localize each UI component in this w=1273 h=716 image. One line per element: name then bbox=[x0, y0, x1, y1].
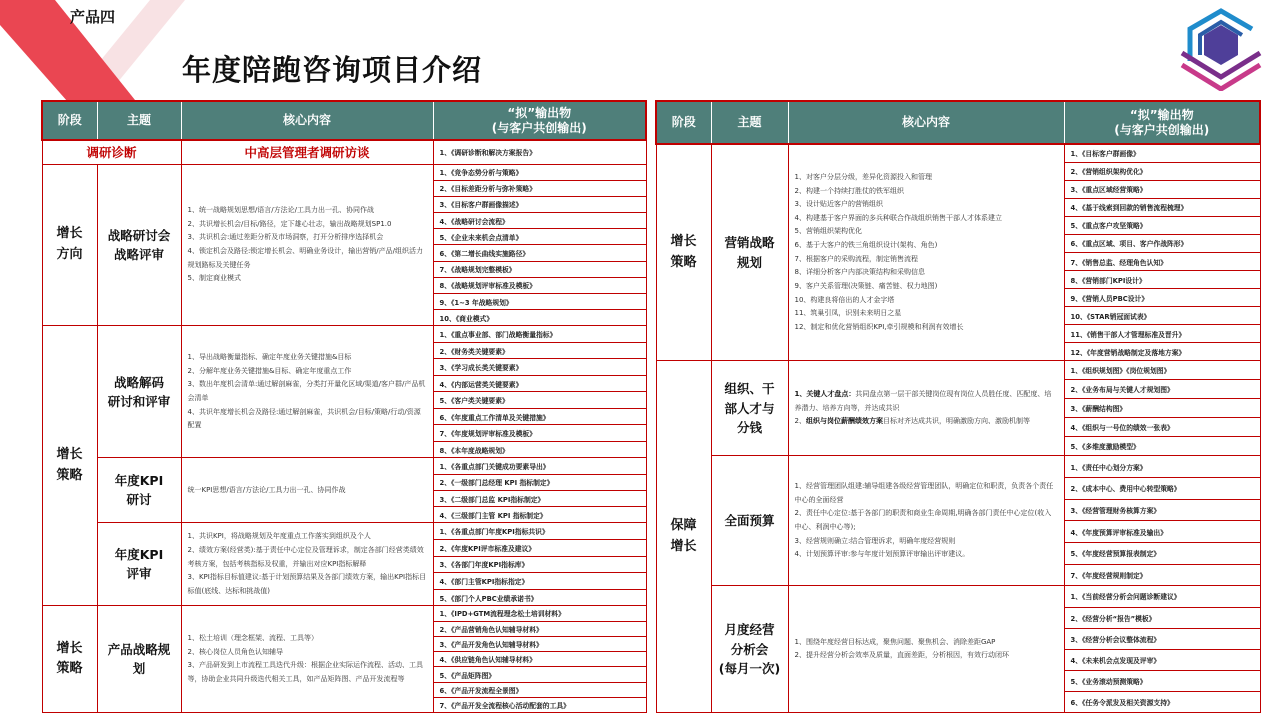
output-item: 1、《各重点部门关键成功要素导出》 bbox=[433, 458, 646, 474]
content-cell bbox=[181, 164, 433, 326]
output-item: 5、《年度经营预算报表制定》 bbox=[1064, 543, 1260, 565]
output-item: 4、《内部运营类关键要素》 bbox=[433, 375, 646, 392]
content-item: 1、对客户分层分级，差异化资源投入和管理 bbox=[794, 172, 932, 181]
table-row bbox=[42, 164, 646, 180]
content-item: 7、根据客户的采购流程，制定销售流程 bbox=[794, 254, 918, 263]
content-item: 10、构建良将倍出的人才金字塔 bbox=[794, 295, 895, 304]
table-row bbox=[656, 144, 1260, 162]
output-item: 4、《供应链角色认知辅导材料》 bbox=[433, 652, 646, 667]
output-item: 4、《部门主管KPI指标指定》 bbox=[433, 573, 646, 590]
output-item: 3、《学习成长类关键要素》 bbox=[433, 359, 646, 376]
output-item: 1、《当前经营分析会问题诊断建议》 bbox=[1064, 586, 1260, 607]
col-content: 核心内容 bbox=[181, 101, 433, 140]
topic-cell: 全面预算 bbox=[711, 456, 788, 586]
content-item: 统一KPI思想/语言/方法论/工具力出一孔、协同作战 bbox=[187, 485, 346, 494]
output-item: 6、《任务令派发及相关资源支持》 bbox=[1064, 692, 1260, 713]
output-item: 7、《产品开发全流程核心活动配套的工具》 bbox=[433, 698, 646, 713]
content-cell bbox=[788, 361, 1064, 456]
content-item: 2、构建一个持续打胜仗的铁军组织 bbox=[794, 186, 904, 195]
content-cell bbox=[788, 144, 1064, 361]
research-row bbox=[42, 140, 646, 164]
content-item: 1、导出战略衡量指标、确定年度业务关键措施&目标 bbox=[187, 352, 352, 361]
topic-cell: 战略研讨会 战略评审 bbox=[97, 164, 181, 326]
output-item: 3、《经营管理财务核算方案》 bbox=[1064, 499, 1260, 521]
content-item: 4、共识年度增长机会及路径:通过解剖麻雀，共识机会/目标/策略/行动/资源配置 bbox=[187, 407, 421, 430]
topic-cell: 战略解码 研讨和评审 bbox=[97, 326, 181, 458]
col-topic: 主题 bbox=[97, 101, 181, 140]
output-item: 5、《产品矩阵图》 bbox=[433, 667, 646, 682]
content-item: 5、制定商业模式 bbox=[187, 274, 241, 283]
stage-cell: 增长 策略 bbox=[42, 606, 97, 713]
content-item: 1、围绕年度经营目标达成，聚焦问题、聚焦机会、消除差距GAP bbox=[794, 637, 996, 646]
stage-cell: 增长 方向 bbox=[42, 164, 97, 326]
content-text: 共同盘点第一层干部关键岗位现有岗位人员胜任度、匹配度、培养潜力、培养方向等，并达成共识 bbox=[794, 389, 1052, 412]
output-item: 8、《战略规划评审标准及模板》 bbox=[433, 277, 646, 293]
output-item: 2、《一级部门总经理 KPI 指标制定》 bbox=[433, 474, 646, 490]
content-item: 11、筑巢引凤，识别未来明日之星 bbox=[794, 309, 902, 318]
research-stage: 调研诊断 bbox=[42, 140, 181, 164]
content-cell bbox=[181, 523, 433, 606]
content-item: 6、基于大客户的铁三角组织设计(架构、角色) bbox=[794, 241, 938, 250]
output-item: 1、《竞争态势分析与策略》 bbox=[433, 164, 646, 180]
output-item: 11、《销售干部人才管理标准及晋升》 bbox=[1064, 325, 1260, 343]
output-item: 5、《重点客户攻坚策略》 bbox=[1064, 216, 1260, 234]
col-stage: 阶段 bbox=[656, 101, 711, 144]
output-item: 5、《部门个人PBC业绩承诺书》 bbox=[433, 589, 646, 606]
output-item: 3、《经营分析会议整体流程》 bbox=[1064, 628, 1260, 649]
output-item: 3、《目标客户群画像描述》 bbox=[433, 196, 646, 212]
research-topic: 中高层管理者调研访谈 bbox=[181, 140, 433, 164]
output-item: 7、《年度经营规则制定》 bbox=[1064, 564, 1260, 586]
content-bold: 1、关键人才盘点： bbox=[794, 389, 856, 398]
output-item: 2、《成本中心、费用中心转型策略》 bbox=[1064, 478, 1260, 500]
table-row bbox=[42, 458, 646, 474]
table-row bbox=[42, 326, 646, 343]
topic-cell: 产品战略规 划 bbox=[97, 606, 181, 713]
col-stage: 阶段 bbox=[42, 101, 97, 140]
output-item: 1、《目标客户群画像》 bbox=[1064, 144, 1260, 162]
content-prefix: 2、 bbox=[794, 417, 806, 426]
topic-cell: 营销战略 规划 bbox=[711, 144, 788, 361]
output-item: 5、《业务滚动预测策略》 bbox=[1064, 671, 1260, 692]
content-item: 1、共识KPI，将战略规划及年度重点工作落实到组织及个人 bbox=[187, 532, 371, 541]
output-item: 10、《商业模式》 bbox=[433, 310, 646, 326]
content-item: 9、客户关系管理(决策链、痛苦链、权力地图) bbox=[794, 282, 938, 290]
output-item: 12、《年度营销战略制定及落地方案》 bbox=[1064, 343, 1260, 361]
stage-cell: 增长 策略 bbox=[42, 326, 97, 606]
output-item: 7、《年度规划评审标准及模板》 bbox=[433, 425, 646, 442]
page-title: 年度陪跑咨询项目介绍 bbox=[182, 53, 483, 87]
content-item bbox=[795, 388, 1058, 415]
content-item bbox=[795, 415, 1058, 429]
output-item: 4、《三级部门主管 KPI 指标制定》 bbox=[433, 507, 646, 523]
content-cell bbox=[788, 586, 1064, 713]
output-item: 3、《薪酬结构图》 bbox=[1064, 399, 1260, 418]
output-item: 6、《产品开发流程全景图》 bbox=[433, 682, 646, 697]
table-row bbox=[656, 361, 1260, 380]
output-item: 3、《各部门年度KPI指标库》 bbox=[433, 556, 646, 573]
output-item: 10、《STAR销冠面试表》 bbox=[1064, 307, 1260, 325]
output-item: 3、《产品开发角色认知辅导材料》 bbox=[433, 636, 646, 651]
output-item: 7、《战略规划完整模板》 bbox=[433, 261, 646, 277]
output-item: 4、《年度预算评审标准及输出》 bbox=[1064, 521, 1260, 543]
content-cell bbox=[181, 326, 433, 458]
output-item: 2、《目标差距分析与弥补策略》 bbox=[433, 180, 646, 196]
left-table bbox=[41, 100, 647, 713]
output-item: 1、《组织规划图》《岗位规划图》 bbox=[1064, 361, 1260, 380]
content-item: 1、松土培训（理念框架、流程、工具等） bbox=[187, 634, 318, 643]
content-item: 4、计划预算评审:参与年度计划预算评审输出评审建议。 bbox=[794, 550, 970, 559]
output-item: 5、《客户类关键要素》 bbox=[433, 392, 646, 409]
output-item: 1、《IPD+GTM流程理念松土培训材料》 bbox=[433, 606, 646, 621]
table-row bbox=[656, 586, 1260, 607]
content-item: 3、数出年度机会清单:通过解剖麻雀，分类打开量化区域/渠道/客户群/产品机会清单 bbox=[187, 380, 426, 402]
col-outputs: “拟”输出物 (与客户共创输出) bbox=[1064, 101, 1260, 144]
hexagon-logo bbox=[1178, 3, 1264, 91]
product-label: 产品四 bbox=[70, 8, 116, 26]
content-cell bbox=[788, 456, 1064, 586]
content-item: 2、分解年度业务关键措施&目标、确定年度重点工作 bbox=[187, 366, 352, 375]
content-item: 3、产品研发到上市流程工具迭代升级：根据企业实际运作流程、活动、工具等，协助企业共同升级迭代相关工具，如产品矩阵图、产品开发流程等 bbox=[187, 661, 423, 683]
content-text: 目标对齐达成共识，明确激励方向、激励机制等 bbox=[882, 417, 1030, 426]
output-item: 6、《第二增长曲线实施路径》 bbox=[433, 245, 646, 261]
output-item: 1、《重点事业部、部门战略衡量指标》 bbox=[433, 326, 646, 343]
output-item: 5、《多维度激励模型》 bbox=[1064, 437, 1260, 456]
col-content: 核心内容 bbox=[788, 101, 1064, 144]
content-item: 3、KPI指标目标值建议:基于计划预算结果及各部门绩效方案，输出KPI指标目标值(底线、达标和挑战值) bbox=[187, 573, 427, 595]
output-item: 2、《年度KPI评市标准及建议》 bbox=[433, 539, 646, 556]
header-row bbox=[42, 101, 646, 140]
content-item: 2、共识增长机会/目标/路径，定下雄心壮志，输出战略规划SP1.0 bbox=[187, 219, 392, 228]
table-row bbox=[656, 456, 1260, 478]
topic-cell: 组织、干 部人才与 分钱 bbox=[711, 361, 788, 456]
content-item: 8、详细分析客户内部决策结构和采购信息 bbox=[794, 268, 925, 277]
right-table bbox=[655, 100, 1261, 713]
col-outputs: “拟”输出物 (与客户共创输出) bbox=[433, 101, 646, 140]
output-item: 1、《责任中心划分方案》 bbox=[1064, 456, 1260, 478]
output-item: 6、《重点区域、项目、客户作战阵形》 bbox=[1064, 234, 1260, 252]
stage-cell: 保障 增长 bbox=[656, 361, 711, 713]
output-item: 2、《财务类关键要素》 bbox=[433, 342, 646, 359]
output-item: 2、《业务布局与关键人才规划图》 bbox=[1064, 380, 1260, 399]
topic-cell: 年度KPI 评审 bbox=[97, 523, 181, 606]
header-row bbox=[656, 101, 1260, 144]
table-row bbox=[42, 523, 646, 540]
output-item: 4、《基于线索到回款的销售流程梳理》 bbox=[1064, 198, 1260, 216]
content-item: 3、设计贴近客户的营销组织 bbox=[794, 200, 883, 209]
output-item: 9、《营销人员PBC设计》 bbox=[1064, 289, 1260, 307]
output-item: 7、《销售总监、经理角色认知》 bbox=[1064, 252, 1260, 270]
content-item: 3、经营规则确立:结合管理诉求，明确年度经营规则 bbox=[794, 536, 956, 545]
content-cell bbox=[181, 458, 433, 523]
output-item: 8、《营销部门KPI设计》 bbox=[1064, 271, 1260, 289]
content-item: 1、经营管理团队组建:辅导组建各级经营管理团队，明确定位和职责，负责各个责任中心的全面经营 bbox=[794, 481, 1054, 504]
stage-cell: 增长 策略 bbox=[656, 144, 711, 361]
content-item: 4、构建基于客户界面的多兵种联合作战组织销售干部人才体系建立 bbox=[794, 213, 1002, 222]
output-item: 9、《1~3 年战略规划》 bbox=[433, 294, 646, 310]
research-output: 1、《调研诊断和解决方案报告》 bbox=[433, 140, 646, 164]
content-item: 2、责任中心定位:基于各部门的职责和商业生命周期,明确各部门责任中心定位(收入中心、利润中心等); bbox=[794, 509, 1052, 531]
output-item: 3、《二级部门总监 KPI指标制定》 bbox=[433, 490, 646, 506]
output-item: 2、《产品营销角色认知辅导材料》 bbox=[433, 621, 646, 636]
output-item: 2、《经营分析“报告”模板》 bbox=[1064, 607, 1260, 628]
table-row bbox=[42, 606, 646, 621]
topic-cell: 月度经营 分析会 (每月一次) bbox=[711, 586, 788, 713]
output-item: 4、《未来机会点发现及评审》 bbox=[1064, 649, 1260, 670]
content-item: 2、核心岗位人员角色认知辅导 bbox=[187, 647, 283, 656]
output-item: 4、《组织与一号位的绩效一张表》 bbox=[1064, 418, 1260, 437]
output-item: 3、《重点区域经营策略》 bbox=[1064, 180, 1260, 198]
content-item: 1、统一战略规划思想/语言/方法论/工具力出一孔、协同作战 bbox=[187, 206, 375, 215]
content-item: 4、锁定机会及路径:锁定增长机会、明确业务设计，输出营销/产品/组织活力规划路标及关键任务 bbox=[187, 246, 424, 269]
output-item: 1、《各重点部门年度KPI指标共识》 bbox=[433, 523, 646, 540]
content-cell bbox=[181, 606, 433, 713]
output-item: 4、《战略研讨会流程》 bbox=[433, 213, 646, 229]
output-item: 6、《年度重点工作清单及关键措施》 bbox=[433, 408, 646, 425]
content-bold: 组织与岗位薪酬绩效方案 bbox=[805, 417, 883, 426]
content-item: 5、营销组织架构优化 bbox=[794, 227, 862, 236]
output-item: 8、《本年度战略规划》 bbox=[433, 441, 646, 458]
col-topic: 主题 bbox=[711, 101, 788, 144]
content-item: 3、共识机会:通过差距分析及市场洞察，打开分析排序选择机会 bbox=[187, 233, 384, 242]
content-item: 12、制定和优化营销组织KPI,牵引规模和利润有效增长 bbox=[794, 322, 964, 331]
output-item: 5、《企业未来机会点清单》 bbox=[433, 229, 646, 245]
topic-cell: 年度KPI 研讨 bbox=[97, 458, 181, 523]
output-item: 2、《营销组织架构优化》 bbox=[1064, 162, 1260, 180]
content-item: 2、提升经营分析会效率及质量，直面差距，分析根因，有效行动闭环 bbox=[794, 651, 1009, 660]
content-item: 2、绩效方案(经营类):基于责任中心定位及管理诉求，制定各部门经营类绩效考核方案，包括考核指标及权重，并输出对应KPI指标解释 bbox=[187, 545, 424, 568]
